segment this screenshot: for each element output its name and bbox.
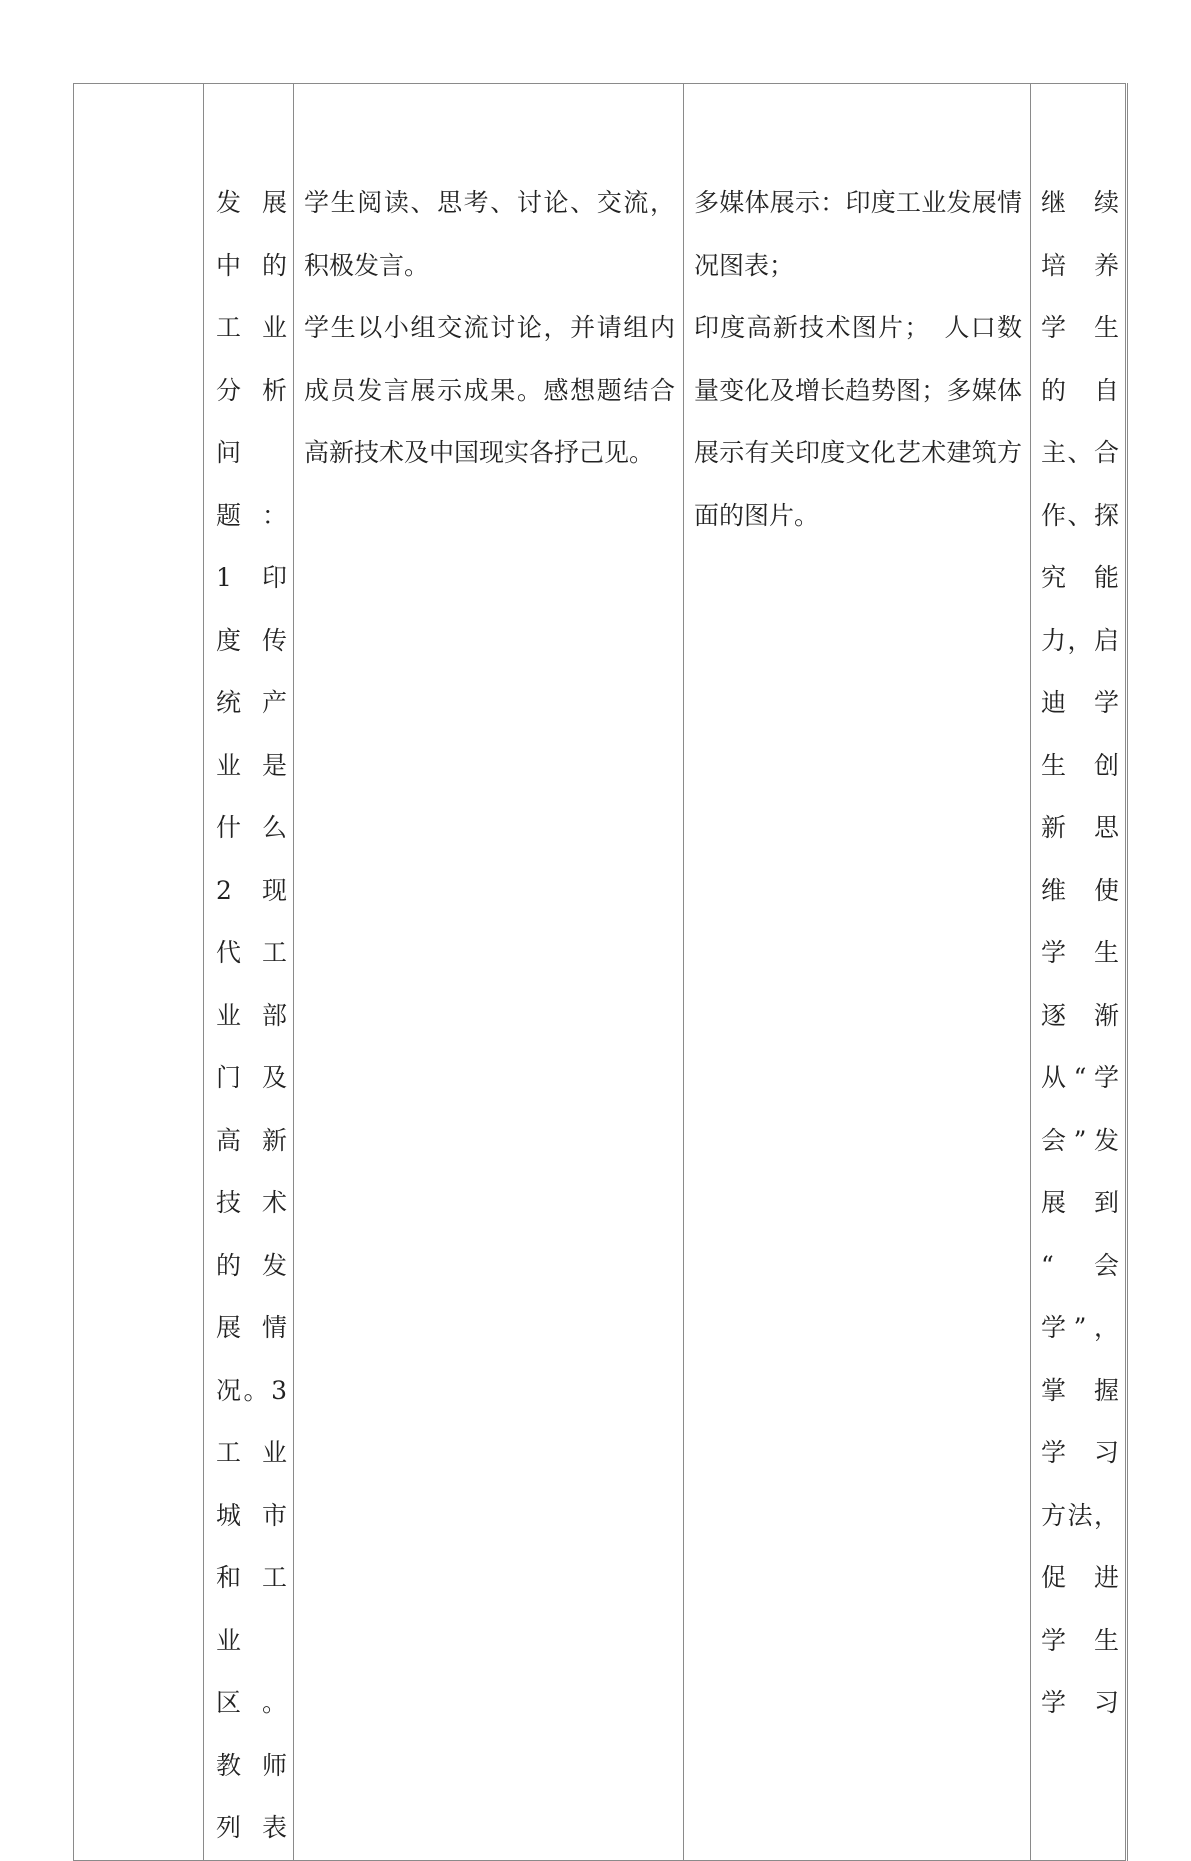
text-line: 方法， <box>1041 1500 1119 1530</box>
media-paragraph: 多媒体展示：印度工业发展情况图表； <box>694 188 1022 280</box>
text-line: 什 么 <box>216 813 287 842</box>
text-line: 高 新 <box>216 1125 287 1155</box>
text-line: 统 产 <box>216 688 287 717</box>
text-line: 1 印 <box>216 563 287 592</box>
text-line: 维 使 <box>1041 875 1119 905</box>
lesson-plan-table <box>73 83 1128 1861</box>
text-line: 学 生 <box>1041 1625 1119 1655</box>
text-line: 的 发 <box>216 1250 287 1280</box>
student-activity-paragraph: 学生阅读、思考、讨论、交流，积极发言。 <box>304 188 675 280</box>
media-paragraph: 印度高新技术图片； 人口数量变化及增长趋势图；多媒体展示有关印度文化艺术建筑方面的图片。 <box>694 313 1022 530</box>
text-line: 培 养 <box>1041 250 1119 280</box>
student-activity-cell <box>294 84 684 1861</box>
text-line: 掌 握 <box>1041 1375 1119 1405</box>
media-text <box>684 84 1030 547</box>
text-line: 代 工 <box>216 938 287 967</box>
text-line: 工业 <box>216 313 287 342</box>
text-line: 作、探 <box>1041 500 1119 530</box>
teaching-content-cell <box>204 84 294 1861</box>
text-line: 会”发 <box>1041 1125 1119 1155</box>
text-line: 度 传 <box>216 625 287 655</box>
text-line: 中 的 <box>216 250 287 280</box>
text-line: 促 进 <box>1041 1563 1119 1592</box>
text-line: 从“学 <box>1041 1063 1119 1092</box>
text-line: 继 续 <box>1041 188 1119 217</box>
text-line: 发 展 <box>216 188 287 217</box>
text-line: 技 术 <box>216 1188 287 1217</box>
text-line: 新 思 <box>1041 813 1119 842</box>
text-line: 逐 渐 <box>1041 1000 1119 1030</box>
empty-cell <box>74 84 204 1861</box>
text-line: 的 自 <box>1041 375 1119 405</box>
text-line: 学 生 <box>1041 938 1119 967</box>
text-line: 业 是 <box>216 750 287 780</box>
text-line: 工 业 <box>216 1438 287 1467</box>
design-intent-cell <box>1031 84 1127 1861</box>
text-line: 教 师 <box>216 1750 287 1780</box>
text-line: 门 及 <box>216 1063 287 1092</box>
text-line: 学”， <box>1041 1313 1119 1342</box>
text-line: “ 会 <box>1041 1250 1119 1280</box>
table-row <box>74 84 1127 1861</box>
teaching-content-text <box>204 84 293 1860</box>
design-intent-text <box>1031 84 1125 1735</box>
text-line: 城 市 <box>216 1500 287 1530</box>
text-line: 学 生 <box>1041 313 1119 342</box>
media-cell <box>684 84 1031 1861</box>
student-activity-text <box>294 84 683 485</box>
student-activity-paragraph: 学生以小组交流讨论，并请组内成员发言展示成果。感想题结合高新技术及中国现实各抒己见。 <box>304 313 675 467</box>
text-line: 学 习 <box>1041 1438 1119 1467</box>
text-line: 况。3 <box>216 1375 287 1405</box>
text-line: 展 到 <box>1041 1188 1119 1217</box>
text-line: 列 表 <box>216 1813 287 1842</box>
text-line: 业区。 <box>216 1625 287 1717</box>
text-line: 业 部 <box>216 1000 287 1030</box>
text-line: 力，启 <box>1041 625 1119 655</box>
text-line: 和 工 <box>216 1563 287 1592</box>
text-line: 2 现 <box>216 875 287 905</box>
text-line: 迪 学 <box>1041 688 1119 717</box>
text-line: 生 创 <box>1041 750 1119 780</box>
text-line: 主、合 <box>1041 438 1119 467</box>
text-line: 分 析 <box>216 375 287 405</box>
text-line: 学 习 <box>1041 1688 1119 1717</box>
text-line: 究 能 <box>1041 563 1119 592</box>
text-line: 展 情 <box>216 1313 287 1342</box>
text-line: 问题： <box>216 438 287 530</box>
